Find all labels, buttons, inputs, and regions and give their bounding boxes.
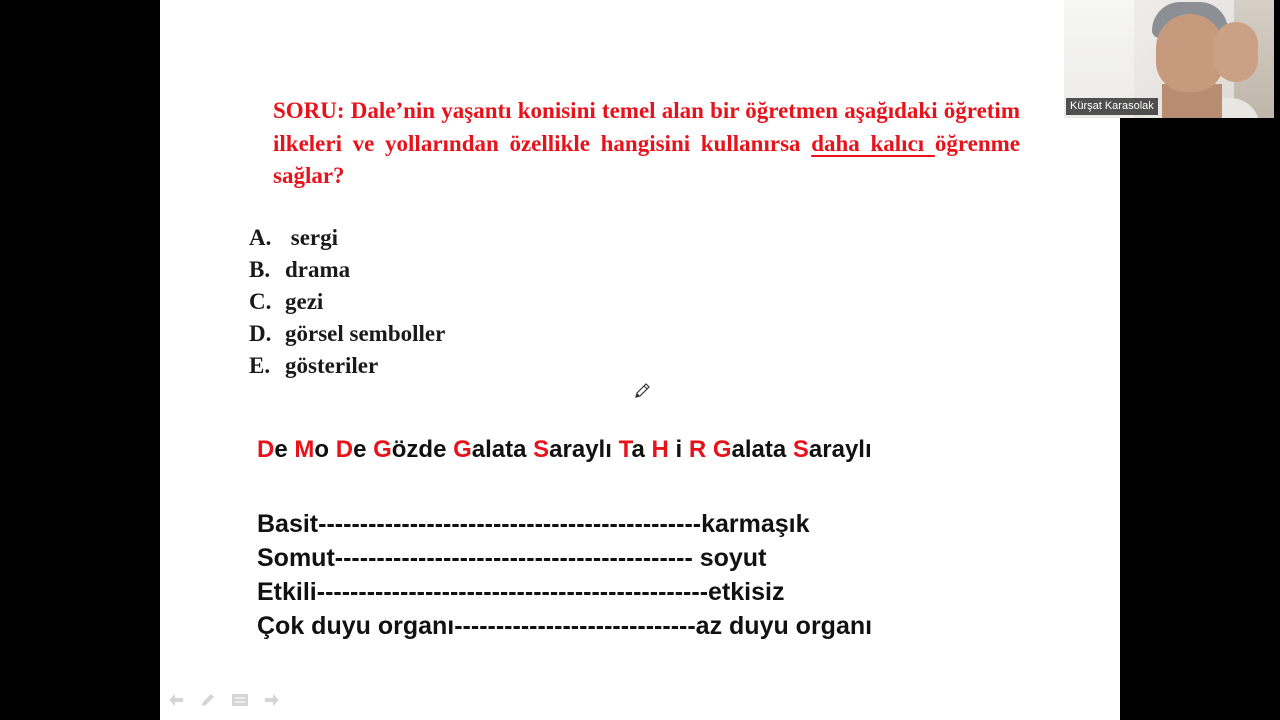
- mnemonic-initial: D: [335, 436, 354, 463]
- mnemonic-word: [373, 436, 446, 463]
- mnemonic-rest: alata: [731, 436, 787, 463]
- previous-slide-icon[interactable]: [166, 692, 186, 708]
- next-slide-icon[interactable]: [262, 692, 282, 708]
- mnemonic-word: [676, 436, 683, 463]
- option-text: sergi: [285, 225, 339, 250]
- mnemonic-rest: o: [314, 436, 330, 463]
- scale-row: [257, 507, 872, 541]
- mnemonic-initial: M: [294, 436, 315, 463]
- option-b: [249, 254, 445, 286]
- mnemonic-word: [294, 436, 329, 463]
- mnemonic-word: [619, 436, 645, 463]
- mnemonic-rest: özde: [391, 436, 447, 463]
- mnemonic-word: [336, 436, 367, 463]
- option-text: görsel semboller: [285, 321, 446, 346]
- question-underlined-text: daha kalıcı: [811, 130, 935, 156]
- option-letter: A.: [249, 225, 272, 250]
- scale-left: Etkili: [257, 578, 317, 606]
- mnemonic-rest: i: [675, 436, 683, 463]
- scale-right: az duyu organı: [695, 612, 873, 640]
- mnemonic-word: [533, 436, 612, 463]
- scale-left: Somut: [257, 544, 335, 572]
- option-text: drama: [285, 257, 351, 282]
- option-d: [249, 318, 445, 350]
- question-text-end: öğrenme sağlar?: [273, 130, 1020, 188]
- slideshow-toolbar: [166, 692, 282, 708]
- scale-list: [257, 507, 872, 643]
- scale-dashes: ----------------------------------------------: [318, 510, 702, 538]
- mnemonic-initial: D: [257, 436, 275, 463]
- mnemonic-word: [257, 436, 288, 463]
- scale-dashes: -----------------------------------------------: [316, 578, 709, 606]
- scale-left: Çok duyu organı: [257, 612, 455, 640]
- mnemonic-initial: G: [712, 436, 732, 463]
- mnemonic-rest: a: [631, 436, 645, 463]
- mnemonic-initial: S: [533, 436, 550, 463]
- option-letter: D.: [249, 321, 272, 346]
- pen-icon[interactable]: [198, 692, 218, 708]
- mnemonic-word: [689, 436, 706, 463]
- mnemonic-line: [257, 436, 872, 464]
- mnemonic-initial: G: [373, 436, 392, 463]
- mnemonic-initial: S: [792, 436, 809, 463]
- mnemonic-initial: T: [618, 436, 632, 463]
- option-letter: E.: [249, 353, 271, 378]
- scale-right: soyut: [699, 544, 767, 572]
- scale-row: [257, 609, 872, 643]
- mnemonic-word: [453, 436, 526, 463]
- question-text: [273, 95, 1020, 193]
- mnemonic-word: [651, 436, 668, 463]
- mnemonic-word: [713, 436, 786, 463]
- answer-options: [249, 222, 445, 382]
- participant-hand: [1214, 22, 1258, 82]
- scale-left: Basit: [257, 510, 319, 538]
- mnemonic-initial: G: [453, 436, 472, 463]
- slide-menu-icon[interactable]: [230, 692, 250, 708]
- mnemonic-initial: R: [688, 436, 707, 463]
- mnemonic-initial: H: [651, 436, 669, 463]
- scale-dashes: -------------------------------------------: [334, 544, 700, 572]
- scale-row: [257, 541, 872, 575]
- option-text: gösteriler: [285, 353, 379, 378]
- scale-right: etkisiz: [708, 578, 785, 606]
- scale-row: [257, 575, 872, 609]
- option-letter: C.: [249, 289, 272, 314]
- option-e: [249, 350, 445, 382]
- participant-name-label: Kürşat Karasolak: [1066, 98, 1158, 115]
- option-letter: B.: [249, 257, 271, 282]
- mnemonic-word: [793, 436, 872, 463]
- option-a: [249, 222, 445, 254]
- question-text-part: SORU: Dale’nin yaşantı konisini temel alan bir öğretmen aşağıdaki öğretim ilkeleri ve yollarından özellikle hangisini kullanırsa: [273, 98, 1020, 156]
- mnemonic-rest: e: [274, 436, 288, 463]
- mnemonic-rest: araylı: [549, 436, 612, 463]
- option-c: [249, 286, 445, 318]
- scale-dashes: -----------------------------: [454, 612, 696, 640]
- scale-right: karmaşık: [701, 510, 810, 538]
- mnemonic-rest: araylı: [808, 436, 872, 463]
- mnemonic-rest: e: [353, 436, 367, 463]
- pen-cursor-icon: [632, 381, 652, 401]
- option-text: gezi: [285, 289, 324, 314]
- presentation-slide: [160, 0, 1120, 720]
- mnemonic-rest: alata: [471, 436, 527, 463]
